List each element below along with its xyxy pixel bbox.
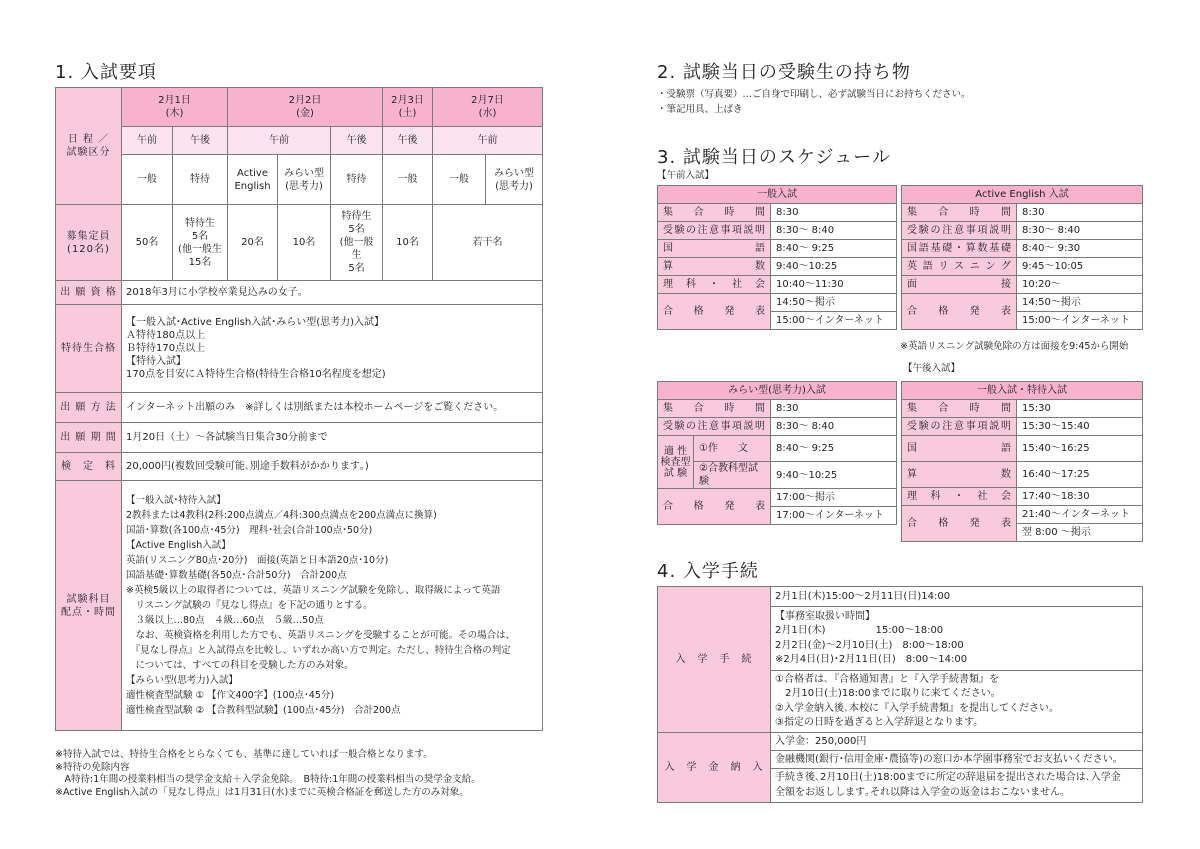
capacity-2: 20名 — [228, 205, 278, 281]
section-1-notes: ※特待入試では、特待生合格をとらなくても、基準に達していれば一般合格となります。 ※特待の免除内容 A特待:1年間の授業料相当の奨学金支給＋入学金免除。 B特待:1年間の授業料相当の奨学金支給。 ※Active English入試の「見なし得点」は1月31日(水)までに英検合格証を郵送した方のみ対象。 — [55, 749, 481, 798]
procedure-notes: ①合格者は､『合格通知書』と『入学手続書類』を 2月10日(土)18:00までに取りに来てください。 ②入学金納入後､本校に『入学手続書類』を提出してください。 ③指定の日時を過ぎると入学辞退となります。 — [771, 671, 1143, 733]
ippan-time: 8:30 — [771, 204, 897, 222]
capacity-5: 10名 — [383, 205, 433, 281]
ippan-time: 14:50～掲示 — [771, 294, 897, 312]
ippan-time: 15:00～インターネット — [771, 312, 897, 330]
tokutai-label: 国 語 — [902, 436, 1017, 462]
capacity-label: 募集定員 (120名) — [56, 205, 122, 281]
pm-label: 【午後入試】 — [903, 363, 961, 374]
active-label: 集 合 時 間 — [902, 204, 1017, 222]
fee-amount: 入学金：250,000円 — [771, 733, 1143, 751]
capacity-6: 若干名 — [433, 205, 543, 281]
section-4-title: 4. 入学手続 — [657, 561, 759, 582]
mirai-time: 9:40～10:25 — [771, 462, 897, 489]
scholarship-label: 特待生合格 — [56, 305, 122, 393]
am-note: ※英語リスニング試験免除の方は面接を9:45から開始 — [900, 341, 1129, 352]
kind-4: 特待 — [331, 155, 383, 205]
qualification-label: 出 願 資 格 — [56, 281, 122, 305]
qualification-value: 2018年3月に小学校卒業見込みの女子。 — [122, 281, 543, 305]
fee-payment-label: 入 学 金 納 入 — [658, 733, 771, 803]
fee-value: 20,000円(複数回受験可能､別途手数料がかかります｡) — [122, 453, 543, 481]
scholarship-value: 【一般入試･Active English入試･みらい型(思考力)入試】 Ａ特待180点以上 Ｂ特待170点以上 【特待入試】 170点を目安にＡ特待生合格(特待生合格10名程度を想定) — [122, 305, 543, 393]
period-0: 午前 — [122, 127, 173, 155]
ippan-label: 受験の注意事項説明 — [658, 222, 771, 240]
fee-refund: 手続き後､2月10日(土)18:00までに所定の辞退届を提出された場合は､入学金 全額をお返しします｡それ以降は入学金の返金はおこないません｡ — [771, 769, 1143, 803]
tokutai-label: 算 数 — [902, 462, 1017, 488]
capacity-0: 50名 — [122, 205, 173, 281]
tokutai-label: 合 格 発 表 — [902, 506, 1017, 542]
kind-7: みらい型 (思考力) — [486, 155, 543, 205]
tokutai-time: 17:40～18:30 — [1017, 488, 1143, 506]
period-3: 午後 — [331, 127, 383, 155]
kind-2: Active English — [228, 155, 278, 205]
period-5: 午前 — [433, 127, 543, 155]
ippan-label: 国 語 — [658, 240, 771, 258]
tokutai-label: 理 科 ・ 社 会 — [902, 488, 1017, 506]
date-3: 2月7日 (水) — [433, 88, 543, 127]
active-time: 15:00～インターネット — [1017, 312, 1143, 330]
subjects-value: 【一般入試･特待入試】 2教科または4教科(2科:200点満点／4科:300点満点を200点満点に換算) 国語･算数(各100点･45分) 理科･社会(合計100点･50分) 【Active English入試】 英語(リスニング80点･20分) 面接(英語と日本語20点･10分) 国語基礎･算数基礎(各50点･合計50分) 合計200点 ※英検5級以上の取得者については、英語リスニング試験を免除し、取得級によって英語 リスニング試験の『見なし得点』を下記の通りとする。 ３級以上…80点 ４級…60点 ５級…50点 なお、英検資格を利用した方でも、英語リスニングを受験することが可能。その場合は、 『見なし得点』と入試得点を比較し、いずれか高い方で判定。ただし、特待生合格の判定 については、すべての科目を受験した方のみ対象。 【みらい型(思考力)入試】 適性検査型試験 ① 【作文400字】(100点･45分) 適性検査型試験 ② 【合教科型試験】(100点･45分) 合計200点 — [122, 481, 543, 731]
section-3-title: 3. 試験当日のスケジュール — [657, 147, 891, 168]
active-time: 8:30～ 8:40 — [1017, 222, 1143, 240]
schedule-tokutai-table — [901, 381, 1143, 542]
application-period-value: 1月20日（土）～各試験当日集合30分前まで — [122, 423, 543, 453]
mirai-group-label: 適 性 検査型 試 験 — [658, 436, 694, 489]
active-time: 14:50～掲示 — [1017, 294, 1143, 312]
mirai-title: みらい型(思考力)入試 — [658, 382, 897, 400]
procedure-label: 入 学 手 続 — [658, 587, 771, 733]
tokutai-time: 16:40～17:25 — [1017, 462, 1143, 488]
tokutai-label: 集 合 時 間 — [902, 400, 1017, 418]
period-1: 午後 — [173, 127, 228, 155]
tokutai-time: 15:30 — [1017, 400, 1143, 418]
ippan-time: 8:30～ 8:40 — [771, 222, 897, 240]
section-1-title: 1. 入試要項 — [55, 62, 157, 83]
active-time: 10:20～ — [1017, 276, 1143, 294]
active-time: 8:30 — [1017, 204, 1143, 222]
active-label: 国語基礎・算数基礎 — [902, 240, 1017, 258]
kind-0: 一般 — [122, 155, 173, 205]
ippan-label: 集 合 時 間 — [658, 204, 771, 222]
mirai-label: ②合教科型試験 — [694, 462, 771, 489]
tokutai-label: 受験の注意事項説明 — [902, 418, 1017, 436]
mirai-label: ①作 文 — [694, 436, 771, 462]
active-label: 面 接 — [902, 276, 1017, 294]
mirai-time: 8:30～ 8:40 — [771, 418, 897, 436]
procedure-period: 2月1日(木)15:00～2月11日(日)14:00 — [771, 587, 1143, 607]
subjects-label: 試験科目 配点・時間 — [56, 481, 122, 731]
period-4: 午後 — [383, 127, 433, 155]
admission-procedure-table — [657, 586, 1143, 803]
exam-overview-table — [55, 87, 543, 731]
kind-3: みらい型 (思考力) — [278, 155, 331, 205]
section-2-title: 2. 試験当日の受験生の持ち物 — [657, 62, 911, 83]
ippan-label: 算 数 — [658, 258, 771, 276]
schedule-active-table — [901, 185, 1143, 330]
date-0: 2月1日 (木) — [122, 88, 228, 127]
schedule-label: 日 程 ／ 試験区分 — [56, 88, 122, 205]
fee-label: 検 定 料 — [56, 453, 122, 481]
tokutai-time: 21:40～インターネット — [1017, 506, 1143, 524]
capacity-4: 特待生 5名 (他一般生 5名 — [331, 205, 383, 281]
ippan-label: 合 格 発 表 — [658, 294, 771, 330]
kind-6: 一般 — [433, 155, 486, 205]
ippan-title: 一般入試 — [658, 186, 897, 204]
fee-where: 金融機関(銀行･信用金庫･農協等)の窓口か本学園事務室でお支払いください。 — [771, 751, 1143, 769]
kind-1: 特待 — [173, 155, 228, 205]
mirai-time: 17:00～掲示 — [771, 489, 897, 507]
date-2: 2月3日 (土) — [383, 88, 433, 127]
capacity-1: 特待生 5名 (他一般生 15名 — [173, 205, 228, 281]
tokutai-time: 翌 8:00 ～掲示 — [1017, 524, 1143, 542]
mirai-label: 集 合 時 間 — [658, 400, 771, 418]
ippan-time: 10:40～11:30 — [771, 276, 897, 294]
schedule-ippan-table — [657, 185, 897, 330]
belongings-item-0: ・受験票（写真要）…ご自身で印刷し、必ず試験当日にお持ちください。 — [657, 89, 971, 100]
active-label: 合 格 発 表 — [902, 294, 1017, 330]
am-label: 【午前入試】 — [657, 170, 715, 181]
tokutai-time: 15:40～16:25 — [1017, 436, 1143, 462]
office-hours: 【事務室取扱い時間】 2月1日(木) 15:00～18:00 2月2日(金)～2月10日(土) 8:00～18:00 ※2月4日(日)･2月11日(日) 8:00～14:00 — [771, 607, 1143, 671]
mirai-time: 8:30 — [771, 400, 897, 418]
application-method-value: インターネット出願のみ ※詳しくは別紙または本校ホームページをご覧ください。 — [122, 393, 543, 423]
kind-5: 一般 — [383, 155, 433, 205]
mirai-time: 8:40～ 9:25 — [771, 436, 897, 462]
belongings-item-1: ・筆記用具、上ばき — [657, 104, 743, 115]
active-title: Active English 入試 — [902, 186, 1143, 204]
tokutai-time: 15:30～15:40 — [1017, 418, 1143, 436]
capacity-3: 10名 — [278, 205, 331, 281]
active-label: 受験の注意事項説明 — [902, 222, 1017, 240]
period-2: 午前 — [228, 127, 331, 155]
active-time: 8:40～ 9:30 — [1017, 240, 1143, 258]
schedule-mirai-table — [657, 381, 897, 525]
ippan-time: 8:40～ 9:25 — [771, 240, 897, 258]
mirai-label: 合 格 発 表 — [658, 489, 771, 525]
ippan-time: 9:40～10:25 — [771, 258, 897, 276]
active-label: 英語リスニング — [902, 258, 1017, 276]
active-time: 9:45～10:05 — [1017, 258, 1143, 276]
mirai-time: 17:00～インターネット — [771, 507, 897, 525]
date-1: 2月2日 (金) — [228, 88, 383, 127]
ippan-label: 理 科 ・ 社 会 — [658, 276, 771, 294]
application-method-label: 出 願 方 法 — [56, 393, 122, 423]
application-period-label: 出 願 期 間 — [56, 423, 122, 453]
tokutai-title: 一般入試・特待入試 — [902, 382, 1143, 400]
mirai-label: 受験の注意事項説明 — [658, 418, 771, 436]
